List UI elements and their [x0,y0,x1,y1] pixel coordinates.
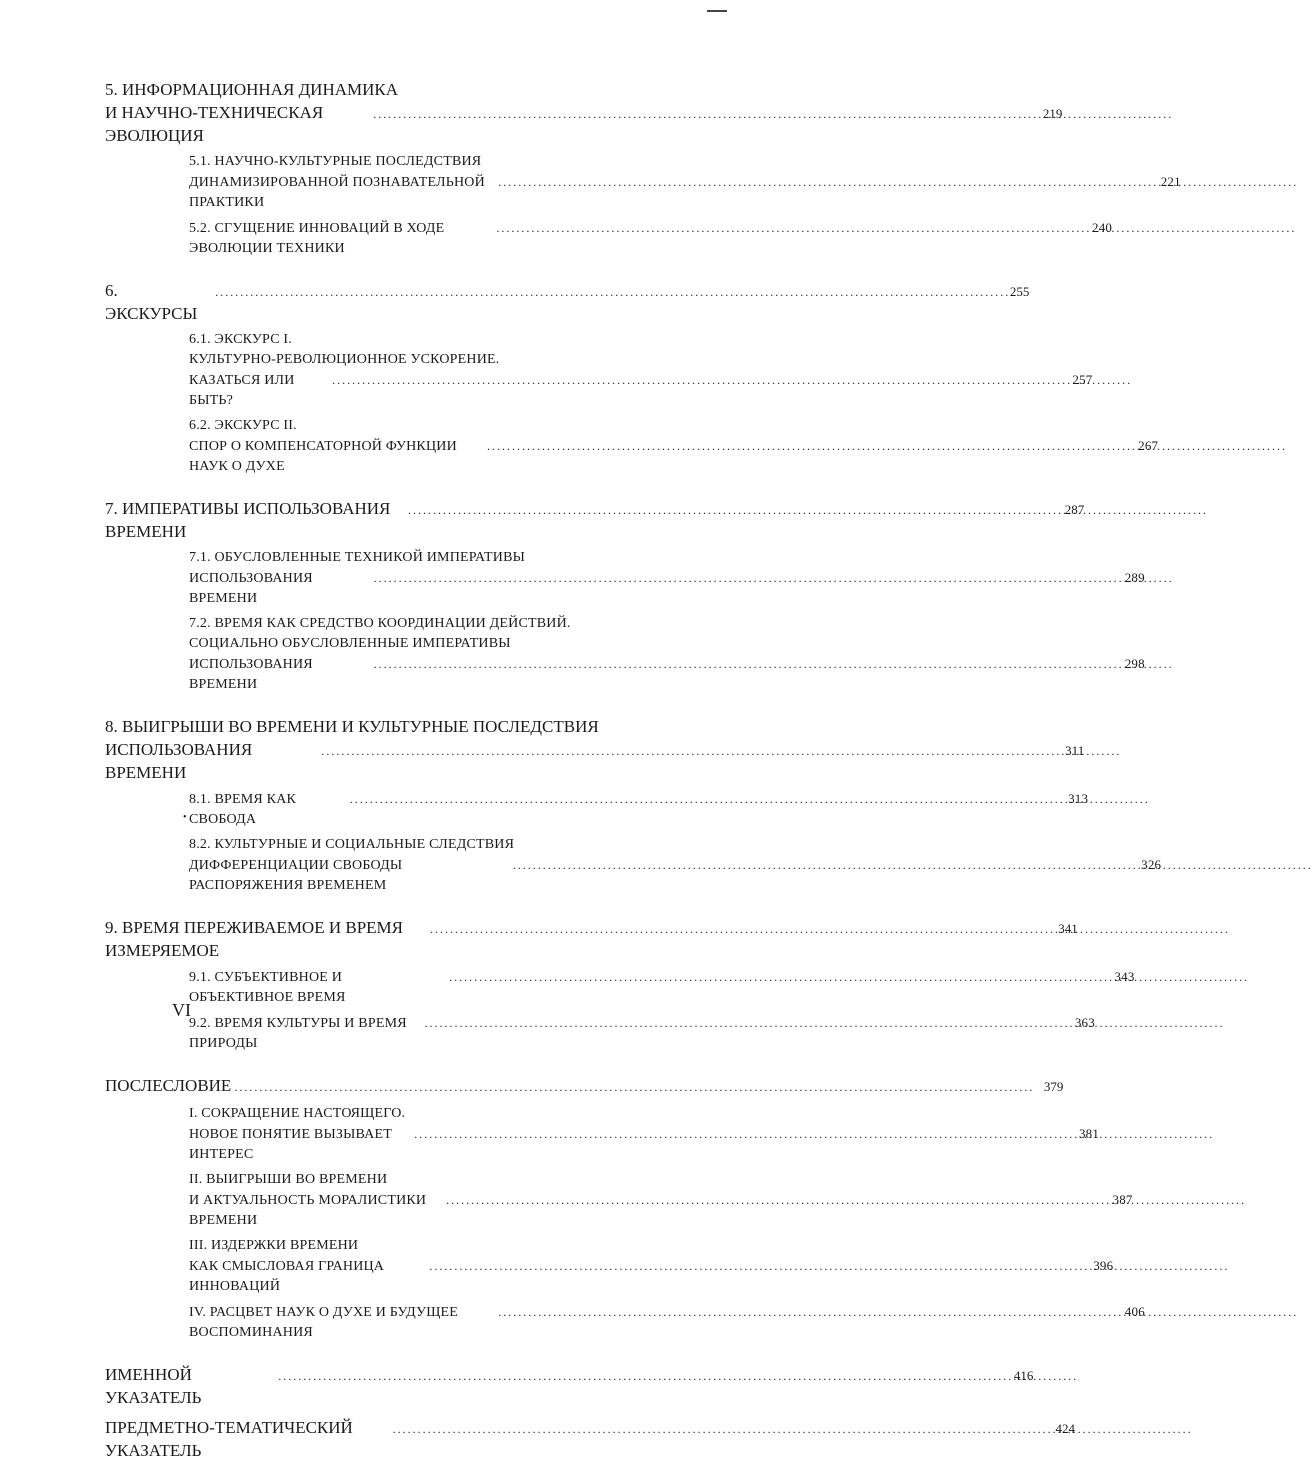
toc-subsection-entry[interactable] [189,1170,1133,1231]
toc-subsection-entry[interactable] [189,218,1113,259]
toc-entry-title-line: НОВОЕ ПОНЯТИЕ ВЫЗЫВАЕТ ИНТЕРЕС [189,1127,392,1162]
toc-chapter-entry[interactable] [105,1074,1064,1099]
toc-page-number: 416 [1013,1368,1034,1383]
toc-chapter-entry[interactable] [105,279,1030,325]
toc-entry-title-line: I. СОКРАЩЕНИЕ НАСТОЯЩЕГО. [189,1106,406,1121]
toc-entry-title-line: СПОР О КОМПЕНСАТОРНОЙ ФУНКЦИИ НАУК О ДУХЕ [189,439,457,474]
toc-entry-title-line: И НАУЧНО-ТЕХНИЧЕСКАЯ ЭВОЛЮЦИЯ [105,103,324,145]
dot-leader [449,967,1105,987]
dot-leader [393,1418,1046,1441]
dot-leader [408,499,1055,522]
dot-leader [513,855,1132,875]
dot-leader [487,436,1129,456]
toc-page-number: 424 [1055,1421,1075,1436]
toc-entry-title-line: 8.2. КУЛЬТУРНЫЕ И СОЦИАЛЬНЫЕ СЛЕДСТВИЯ [189,837,515,852]
toc-entry-title-line: 5.1. НАУЧНО-КУЛЬТУРНЫЕ ПОСЛЕДСТВИЯ [189,154,482,169]
toc-chapter-entry[interactable] [105,715,1085,784]
toc-entry-title-line: 7.1. ОБУСЛОВЛЕННЫЕ ТЕХНИКОЙ ИМПЕРАТИВЫ [189,550,526,565]
toc-page-number: 326 [1141,857,1162,872]
toc-entry-title-line: 9.1. СУБЪЕКТИВНОЕ И ОБЪЕКТИВНОЕ ВРЕМЯ [189,970,346,1005]
toc-page-number: 287 [1064,502,1085,517]
toc-subsection-entry[interactable] [189,548,1145,609]
toc-chapter-entry[interactable] [105,78,1063,147]
toc-subsection-entry[interactable] [189,152,1181,213]
dot-leader [234,1076,1034,1099]
toc-subsection-entry[interactable] [189,967,1135,1008]
toc-entry-title-line: 9. ВРЕМЯ ПЕРЕЖИВАЕМОЕ И ВРЕМЯ ИЗМЕРЯЕМОЕ [105,918,404,960]
toc-chapter [105,715,1162,896]
toc-entry-title-line: 7.2. ВРЕМЯ КАК СРЕДСТВО КООРДИНАЦИИ ДЕЙСТВИЙ. [189,616,571,631]
toc-entry-title-line: ИМЕННОЙ УКАЗАТЕЛЬ [105,1365,202,1407]
toc-entry-title-line: ДИФФЕРЕНЦИАЦИИ СВОБОДЫ РАСПОРЯЖЕНИЯ ВРЕМЕНЕМ [189,858,403,893]
toc-chapter [105,916,1135,1054]
toc-subsection-entry[interactable] [189,1236,1114,1297]
toc-entry-title-line: ДИНАМИЗИРОВАННОЙ ПОЗНАВАТЕЛЬНОЙ ПРАКТИКИ [189,175,485,210]
dot-leader [430,918,1049,941]
toc-entry-title-line: ИСПОЛЬЗОВАНИЯ ВРЕМЕНИ [189,657,313,692]
toc-entry-title-line: 6.1. ЭКСКУРС I. [189,332,292,347]
toc-page-number: 240 [1092,220,1113,235]
toc-page-number: 289 [1124,570,1145,585]
toc-subsection-entry[interactable] [189,416,1159,477]
dot-leader [373,103,1033,126]
dot-leader [498,1302,1116,1322]
toc-entry-title-line: 8.1. ВРЕМЯ КАК СВОБОДА [189,792,297,827]
toc-entry-title-line: 6.2. ЭКСКУРС II. [189,418,297,433]
toc-entry-title-line: ПОСЛЕСЛОВИЕ [105,1076,232,1095]
toc-subsection-entry[interactable] [189,835,1162,896]
toc-page-number: 311 [1065,743,1085,758]
toc-chapter [105,1363,1034,1409]
toc-page-number: 387 [1112,1192,1133,1207]
toc-entry-title-line: 5.2. СГУЩЕНИЕ ИННОВАЦИЙ В ХОДЕ ЭВОЛЮЦИИ ТЕХНИКИ [189,221,445,256]
toc-page-number: 298 [1124,656,1145,671]
dot-leader [429,1256,1084,1276]
toc-subsection-entry[interactable] [189,330,1093,411]
toc-page-number: 363 [1074,1015,1095,1030]
toc-chapter-entry[interactable] [105,1416,1075,1462]
toc-entry-title-line: II. ВЫИГРЫШИ ВО ВРЕМЕНИ [189,1172,388,1187]
page-edge-mark [707,0,727,12]
dot-leader [350,789,1059,809]
toc-subsection-entry[interactable] [189,1104,1100,1165]
toc-entry-title-line: ИСПОЛЬЗОВАНИЯ ВРЕМЕНИ [105,740,253,782]
toc-entry-title-line: ПРЕДМЕТНО-ТЕМАТИЧЕСКИЙ УКАЗАТЕЛЬ [105,1418,353,1460]
toc-chapter-entry[interactable] [105,497,1085,543]
toc-page-number: 219 [1042,106,1063,121]
dot-leader [332,370,1063,390]
toc-page-number: 267 [1138,438,1159,453]
toc-page-number: 313 [1068,791,1089,806]
toc-chapter-entry[interactable] [105,916,1078,962]
dot-leader [496,218,1083,238]
toc-subsection-entry[interactable] [189,614,1145,695]
dot-leader [321,740,1055,763]
toc-entry-title-line: 7. ИМПЕРАТИВЫ ИСПОЛЬЗОВАНИЯ ВРЕМЕНИ [105,499,391,541]
toc-page-number: 396 [1093,1258,1114,1273]
toc-subsection-entry[interactable] [189,1302,1145,1343]
toc-page-number: 381 [1078,1126,1100,1141]
toc-entry-title-line: И АКТУАЛЬНОСТЬ МОРАЛИСТИКИ ВРЕМЕНИ [189,1193,427,1228]
dot-leader [374,654,1116,674]
toc-subsection-entry[interactable] [189,1013,1095,1054]
toc-chapter [105,78,1181,259]
toc-entry-title-line: 8. ВЫИГРЫШИ ВО ВРЕМЕНИ И КУЛЬТУРНЫЕ ПОСЛЕДСТВИЯ [105,717,599,736]
dot-leader [414,1124,1070,1144]
stray-mark: • [183,812,187,823]
toc-page-number: 406 [1124,1304,1145,1319]
toc-chapter [105,279,1159,477]
toc-entry-title-line: III. ИЗДЕРЖКИ ВРЕМЕНИ [189,1238,359,1253]
toc-entry-title-line: ИСПОЛЬЗОВАНИЯ ВРЕМЕНИ [189,571,313,606]
dot-leader [278,1365,1004,1388]
toc-subsection-entry[interactable] [189,789,1089,830]
dot-leader [446,1190,1103,1210]
toc-entry-title-line: 6. ЭКСКУРСЫ [105,281,198,323]
toc-entry-title-line: IV. РАСЦВЕТ НАУК О ДУХЕ И БУДУЩЕЕ ВОСПОМИНАНИЯ [189,1305,459,1340]
dot-leader [498,172,1152,192]
toc-chapter [105,1074,1145,1343]
toc-chapter [105,497,1145,695]
toc-page-number: 255 [1009,284,1030,299]
toc-page-number: 343 [1114,969,1135,984]
toc-entry-title-line: 5. ИНФОРМАЦИОННАЯ ДИНАМИКА [105,80,399,99]
toc-entry-title-line: КАК СМЫСЛОВАЯ ГРАНИЦА ИННОВАЦИЙ [189,1259,385,1294]
dot-leader [425,1013,1066,1033]
toc-entry-title-line: 9.2. ВРЕМЯ КУЛЬТУРЫ И ВРЕМЯ ПРИРОДЫ [189,1016,407,1051]
toc-chapter-entry[interactable] [105,1363,1034,1409]
toc-page-number: 221 [1160,174,1181,189]
toc-page-number: 341 [1058,921,1078,936]
toc-entry-title-line: КУЛЬТУРНО-РЕВОЛЮЦИОННОЕ УСКОРЕНИЕ. [189,352,500,367]
toc-entry-title-line: КАЗАТЬСЯ ИЛИ БЫТЬ? [189,373,295,408]
toc-entry-title-line: СОЦИАЛЬНО ОБУСЛОВЛЕННЫЕ ИМПЕРАТИВЫ [189,636,511,651]
dot-leader [215,281,1000,304]
toc-chapter [105,1416,1075,1462]
table-of-contents [105,78,1181,1482]
page-number: VI [172,1000,191,1020]
dot-leader [374,568,1116,588]
toc-page-number: 379 [1043,1079,1064,1094]
toc-page-number: 257 [1072,372,1093,387]
